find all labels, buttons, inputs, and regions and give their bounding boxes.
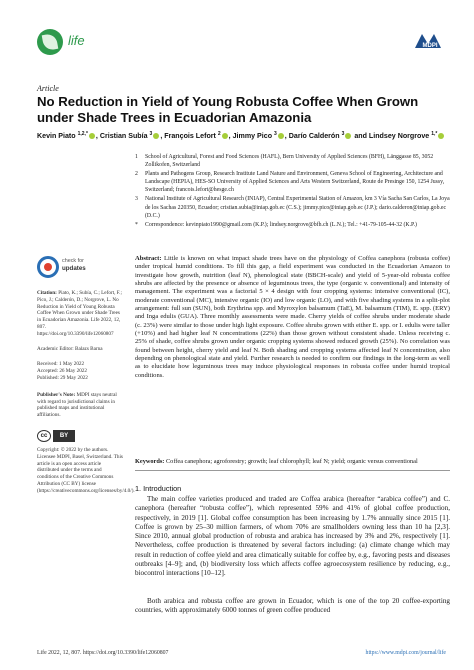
affiliations [135,153,455,230]
author-affiliation-marker: 3 [149,131,153,137]
author-affiliation-marker: 2 [217,131,221,137]
author-name: Lindsey Norgrove [368,132,432,140]
publisher-logo [415,32,445,48]
date-accepted: Accepted: 26 May 2022 [37,368,87,375]
orcid-icon[interactable] [438,133,444,139]
author-name: François Lefort [164,132,218,140]
affiliation-number: 2 [135,171,138,178]
author-name: Darío Calderón [288,132,342,140]
affiliation-item [135,195,455,219]
date-published: Published: 29 May 2022 [37,374,88,381]
keywords [135,458,450,466]
author-affiliation-marker: 3 [274,131,277,137]
editor-label: Academic Editor: [37,345,74,352]
author-list: Kevin Piato $^{1,2,*}$ , Cristian Subía $^3$ , François Lefort $^2$ , Jimmy Pico $^3$ , Darío Calderón $^3$ and Lindsey Norgrove $^{1,*}$ [37,132,457,140]
affiliation-item [135,170,455,194]
abstract [135,255,450,380]
orcid-icon[interactable] [278,133,284,139]
affiliation-text: School of Agricultural, Forest and Food Sciences (HAFL), Bern University of Applied Sciences (BFH), Länggasse 85, 3052 Zollikofen, Switzerland [145,154,434,169]
author-name: Jimmy Pico [232,132,275,140]
date-received: Received: 1 May 2022 [37,361,85,368]
by-icon: BY [53,430,75,442]
orcid-icon[interactable] [153,133,159,139]
check-updates-icon [37,256,59,278]
section-heading-introduction: 1. Introduction [135,484,182,493]
keywords-text: Coffea canephora; agroforestry; growth; leaf chlorophyll; leaf N; yield; organic versus conventional [165,458,418,465]
cc-by-license-badge[interactable] [37,430,77,442]
introduction-paragraph-2: Both arabica and robusta coffee are grown in Ecuador, which is one of the top 20 coffee-exporting countries, with approximately 6000 tonnes of green coffee produced [135,597,450,615]
affiliation-number: 3 [135,196,138,203]
author-affiliation-marker: 3 [341,131,345,137]
publisher-note [37,392,123,419]
abstract-text: Little is known on what impact shade trees have on the physiology of Coffea canephora (robusta coffee) under tropical humid conditions. To fill this gap, a field experiment was conducted in the Ecuadorian Amazon to investigate how growth, nutrition (leaf N), phenological state (BBCH-scale) and yield of 5-year-old robusta coffee shrubs are affected by the presence or absence of leguminous trees, the type (organic v. conventional) and intensity of management. The experiment was a factorial 5 × 4 design with four cropping systems: intensive conventional (IC), moderate conventional (MC), intensive organic (IO) and low organic (LO), and with five shading systems in a split-plot arrangement: full sun (SUN), both Erythrina spp. and Myroxylon balsamum (TaE), M. balsamum (TIM), E. spp. (ERY) and Inga edulis (GUA). Three monthly assessments were made. Cherry yields of coffee shrubs under moderate shade (c. 23%) were similar to those under high light exposure. Coffee shrubs grown with either E. spp. or I. edulis were taller (+10%) and had higher leaf N concentrations (22%) than those grown without consistent shade. Unless receiving c. 25% of shade, coffee shrubs grown under organic cropping systems showed reduced growth (25%). No correlation was found between height, cherry yield and leaf N. Both shading and cropping systems affected leaf N concentration, also depending on phenological state and yield. Further research is needed to confirm our findings in the long-term as well as to elucidate how leguminous trees may induce physiological responses in robusta coffee under humid tropical conditions. [135,255,451,379]
abstract-label: Abstract: [135,255,162,262]
orcid-icon[interactable] [89,133,95,139]
affiliation-item [135,221,455,229]
cc-icon: cc [37,430,51,442]
article-title: No Reduction in Yield of Young Robusta Coffee When Grown under Shade Trees in Ecuadorian Amazonia [37,94,419,125]
affiliation-text: Correspondence: kevinpiato1990@gmail.com (K.P.); lindsey.norgrove@bfh.ch (L.N.); Tel.: +41-79-105-44-32 (K.P.) [145,221,417,228]
check-updates-small-label: check for [62,258,84,264]
orcid-icon[interactable] [345,133,351,139]
publication-dates [37,361,123,381]
academic-editor [37,346,123,353]
footer-journal-link[interactable] [366,650,446,656]
author-name: Kevin Piato [37,132,78,140]
check-updates-big-label: updates [62,265,86,272]
publisher-note-label: Publisher's Note: [37,391,76,398]
introduction-paragraph-1: The main coffee varieties produced and traded are Coffea arabica (hereafter “arabica coffee”) and C. canephora (hereafter “robusta coffee”), which represented 59% and 41% of global coffee production, respectively, in 2019 [1]. Global coffee consumption has been increasing by 1.7% annually since 2015 [1]. Coffee is grown by 25–30 million farmers, of whom 70% are smallholders owning less than 10 ha [2,3]. Since 2010, annual global production of robusta and arabica has increased by 3% and 2%, respectively [1]. Nevertheless, coffee production is threatened by several factors including: (a) climate change which may result in reduction of coffee yield and area climatically suitable for coffee by, e.g., favoring pests and diseases outbreaks [4–9]; and, (b) biodiversity loss which affects coffee agroecosystem resilience by reducing, e.g., biocontrol interactions [10–12]. [135,495,450,578]
check-for-updates-button[interactable] [37,254,99,284]
keywords-label: Keywords: [135,458,165,465]
author-affiliation-marker: 1,2,* [77,131,88,137]
keywords-divider [135,470,450,471]
affiliation-text: Plants and Pathogens Group, Research Institute Land Nature and Environment, Geneva School of Engineering, Architecture and Landscape (HEPIA), HES-SO University of Applied Sciences and Arts Western Switzerland, Route de Presinge 150, 1254 Jussy, Switzerland; francois.lefort@hesge.ch [145,171,445,194]
journal-logo [37,29,63,55]
author-name: Cristian Subía [99,132,150,140]
author-affiliation-marker: 1,* [431,131,438,137]
publisher-logo-text: MDPI [422,43,438,48]
affiliation-item [135,153,455,169]
journal-name: life [68,33,85,48]
editor-name: Balazs Barna [75,345,103,352]
sidebar [37,254,135,495]
affiliation-number: 1 [135,154,138,160]
article-type: Article [37,84,59,93]
copyright-notice: Copyright: © 2022 by the authors. Licensee MDPI, Basel, Switzerland. This article is an open access article distributed under the terms and conditions of the Creative Commons Attribution (CC BY) license (https://creativecommons.org/licenses/by/4.0/). [37,446,135,494]
citation-label: Citation: [37,290,57,296]
orcid-icon[interactable] [222,133,228,139]
citation-text: Piato, K.; Subía, C.; Lefort, F.; Pico, J.; Calderón, D.; Norgrove, L. No Reduction in Yield of Young Robusta Coffee When Grown under Shade Trees in Ecuadorian Amazonia. Life 2022, 12, 807. https://doi.org/10.3390/life12060807 [37,290,122,337]
affiliation-number: * [135,221,138,228]
affiliation-text: National Institute of Agricultural Research (INIAP), Central Experimental Station of Amazon, km 3 Vía Sacha San Carlos, La Joya de los Sachas 220350, Ecuador; cristian.subia@iniap.gob.ec (C.S.); jimmy.pico@iniap.gob.ec (J.P.); dario.calderon@iniap.gob.ec (D.C.) [145,196,450,219]
publisher-note-text: MDPI stays neutral with regard to jurisdictional claims in published maps and institutional affiliations. [37,391,117,419]
footer-citation: Life 2022, 12, 807. https://doi.org/10.3390/life12060807 [37,650,169,656]
journal-url-link[interactable]: https://www.mdpi.com/journal/life [365,650,446,656]
citation-block [37,290,123,338]
